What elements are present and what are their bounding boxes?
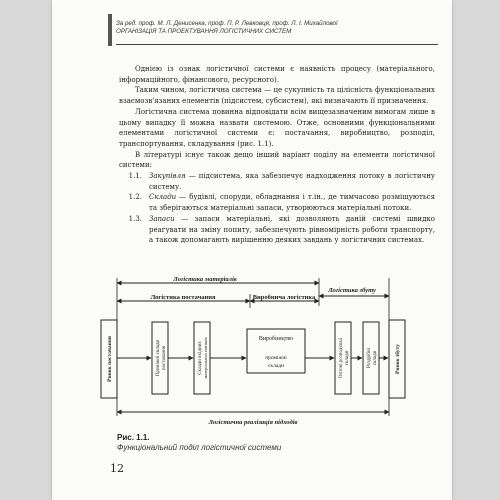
list-item-1 [119,171,435,192]
list-number: 1.3. [128,214,142,223]
sales-market-label: Ринок збуту [395,344,401,374]
book-page [52,0,452,500]
paragraph-4: В літературі існує також дещо інший варіант поділу на елементи логістичної системи: [119,150,435,170]
box1-line2: постачання [162,345,167,371]
figure-title: Функціональний поділ логістичної системи [117,443,282,452]
production-logistics-label: Виробнича логістика [252,294,316,301]
sales-logistics-label: Логістика збуту [328,287,376,294]
box2-line1: Склади вхідних [198,341,203,375]
box2-line2: матеріальних потоків [203,337,208,379]
materials-logistics-label: Логістика матеріалів [173,276,237,283]
list-term: Склади [149,193,177,202]
box4-line2: склади [345,350,350,366]
list-text: — запаси матеріальні, які дозволяють даній системі швидко реагувати на зміну попиту, забезпечують рівномірність роботи транспорту, а також допомагають вирішенню деяких завдань у логістичних системах. [149,214,435,245]
list-term: Запаси [149,214,175,223]
supply-logistics-label: Логістика постачання [150,294,216,301]
paragraph-2: Таким чином, логістична система — це сукупність та цілісність функціональних взаємозв'язаних елементів (підсистем, субсистем), які визначають її призначення. [119,86,435,106]
header-bar [108,14,112,46]
page-number: 12 [110,462,124,475]
paragraph-1: Однією із ознак логістичної системи є наявність процесу (матеріального, інформаційного, фінансового, ресурсного). [119,65,435,84]
header-book-title: ОРГАНІЗАЦІЯ ТА ПРОЕКТУВАННЯ ЛОГІСТИЧНИХ СИСТЕМ [116,28,292,35]
list-term: Закупівля [149,172,186,181]
box3-title: Виробництво [258,336,294,342]
realization-label: Логістична реалізація підходів [208,419,298,426]
list-item-3 [119,214,435,246]
list-number: 1.2. [128,193,142,202]
list-text: — будівлі, споруди, обладнання і т.ін., де тимчасово розміщуються та зберігаються матеріальні запаси, утворюються матеріальні потоки. [149,193,435,213]
header-rule [116,44,438,45]
paragraph-3: Логістична система повинна відповідати всім вищезазначеним вимогам лише в цьому випадку її можна назвати системою. Отже, основними функціональними елементами логістичної системи є: постачання, виробництво, розподіл, транспортування, складування (рис. 1.1). [119,107,435,148]
header-editors: За ред. проф. М. Л. Денисенка, проф. П. Р. Левковця, проф. Л. І. Михайлової [116,20,338,27]
box5-line1: Роздрібні [367,347,372,369]
box3-sub-line1: проміжні [265,355,287,361]
figure-label: Рис. 1.1. [117,433,150,442]
box3-sub-line2: склади [267,363,285,369]
box1-line1: Проміжні склади [156,339,161,377]
list-number: 1.1. [128,172,142,181]
running-header [116,20,438,36]
supply-market-label: Ринок постачання [107,336,113,382]
logistics-diagram [87,276,422,428]
list-text: — підсистема, яка забезпечує надходження потоку в логістичну систему. [149,172,435,191]
list-item-2 [119,192,435,213]
box4-line1: Оптові розподільчі [339,337,344,379]
body-text [119,64,435,246]
box5-line2: склади [373,350,378,366]
